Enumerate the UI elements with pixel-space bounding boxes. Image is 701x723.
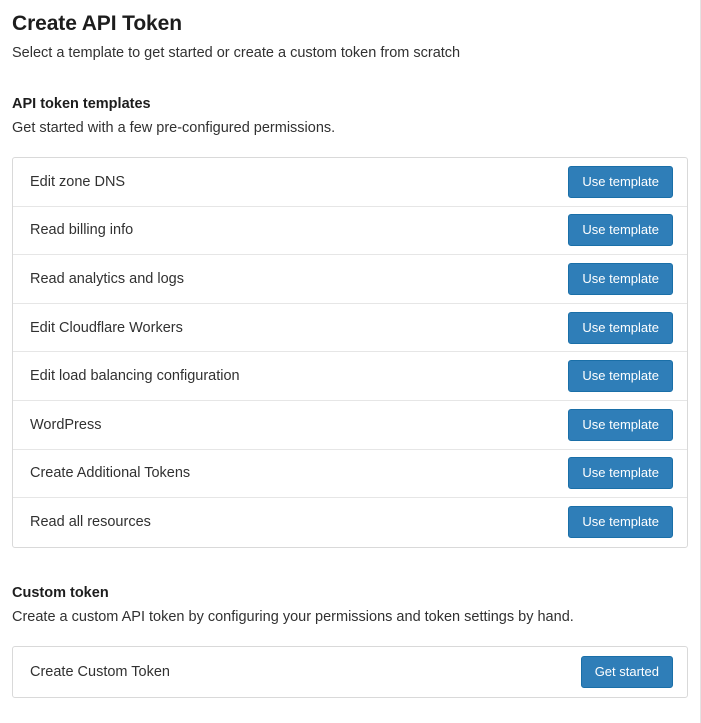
table-row — [13, 158, 687, 207]
table-row — [13, 352, 687, 401]
table-row — [13, 498, 687, 547]
page-title: Create API Token — [12, 12, 182, 35]
template-name: Read billing info — [30, 222, 134, 239]
use-template-button[interactable]: Use template — [568, 166, 673, 198]
table-row — [13, 450, 687, 499]
use-template-button[interactable]: Use template — [568, 506, 673, 538]
page-subtitle: Select a template to get started or create a custom token from scratch — [12, 45, 461, 61]
template-name: Edit zone DNS — [30, 173, 126, 190]
custom-token-card — [12, 646, 688, 698]
templates-section-title: API token templates — [12, 96, 151, 112]
table-row — [13, 255, 687, 304]
table-row — [13, 647, 687, 697]
use-template-button[interactable]: Use template — [568, 409, 673, 441]
table-row — [13, 207, 687, 256]
table-row — [13, 401, 687, 450]
get-started-button[interactable]: Get started — [581, 656, 673, 688]
template-name: Create Additional Tokens — [30, 465, 191, 482]
use-template-button[interactable]: Use template — [568, 263, 673, 295]
custom-section-description: Create a custom API token by configuring your permissions and token settings by hand. — [12, 608, 574, 625]
template-name: Read all resources — [30, 514, 151, 531]
template-name: Edit Cloudflare Workers — [30, 319, 183, 336]
use-template-button[interactable]: Use template — [568, 312, 673, 344]
use-template-button[interactable]: Use template — [568, 360, 673, 392]
custom-section-title: Custom token — [12, 584, 109, 601]
template-name: Edit load balancing configuration — [30, 368, 240, 385]
template-name: Read analytics and logs — [30, 270, 184, 287]
templates-list — [12, 157, 688, 548]
use-template-button[interactable]: Use template — [568, 214, 673, 246]
custom-token-section — [12, 548, 688, 698]
templates-section-description: Get started with a few pre-configured permissions. — [12, 120, 336, 136]
api-token-templates-section — [12, 61, 688, 548]
template-name: WordPress — [30, 416, 102, 433]
use-template-button[interactable]: Use template — [568, 457, 673, 489]
custom-token-label: Create Custom Token — [30, 663, 170, 680]
table-row — [13, 304, 687, 353]
